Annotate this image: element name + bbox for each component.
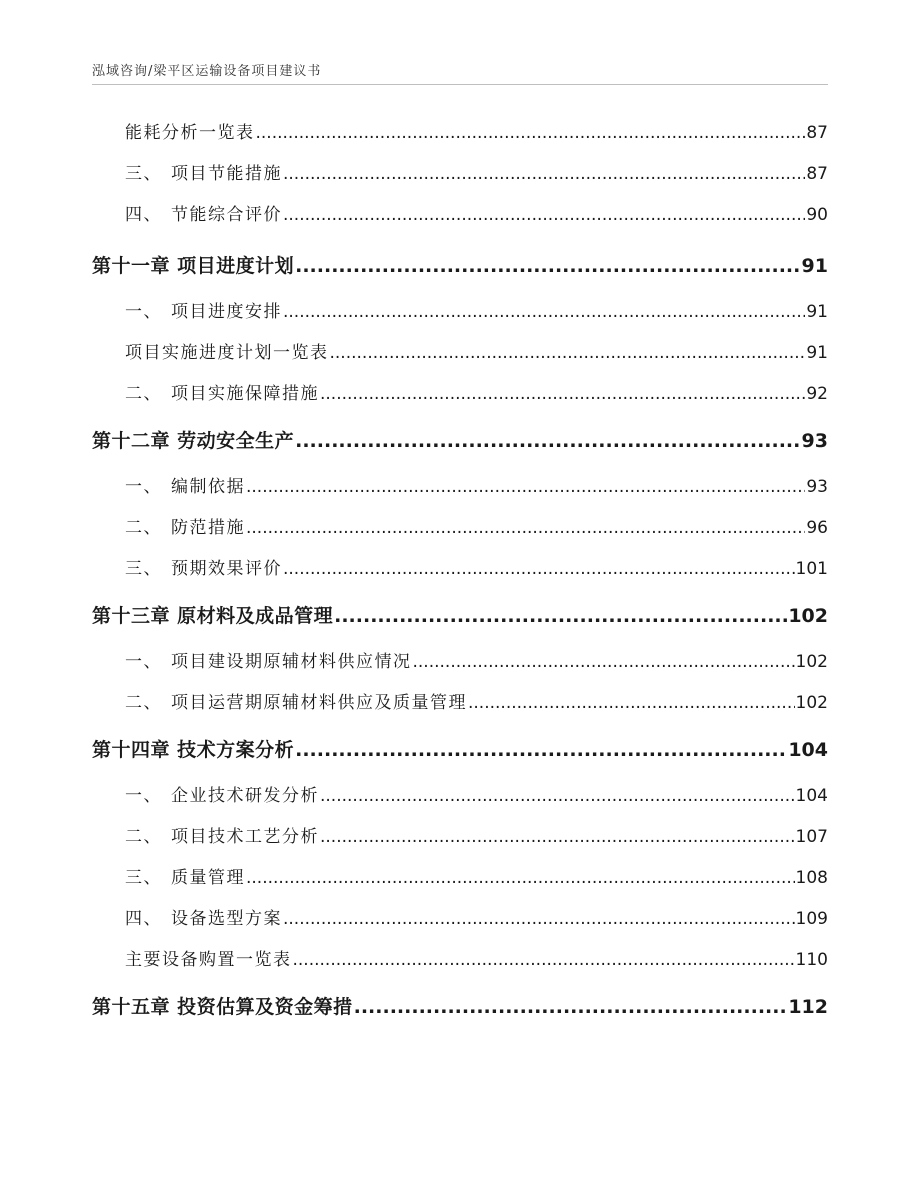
toc-page-number: 91 [801,255,828,277]
toc-entry-title: 项目建设期原辅材料供应情况 [171,652,412,672]
toc-chapter-entry[interactable] [92,724,828,776]
toc-page-number: 91 [806,343,828,363]
toc-entry-title: 设备选型方案 [171,909,282,929]
running-header: 泓域咨询/梁平区运输设备项目建议书 [92,64,322,79]
dot-leader [468,683,795,724]
toc-entry-title: 第十四章 技术方案分析 [92,739,295,761]
toc-entry-title: 第十五章 投资估算及资金筹措 [92,996,353,1018]
table-of-contents [92,113,828,1033]
toc-entry-title: 预期效果评价 [171,559,282,579]
toc-page-number: 109 [795,909,828,929]
toc-section-entry[interactable] [92,858,828,899]
dot-leader [246,467,805,508]
dot-leader [334,590,787,642]
toc-entry-number: 二、 [125,693,162,713]
dot-leader [354,981,788,1033]
toc-entry-number: 三、 [125,868,162,888]
toc-entry-number: 三、 [125,559,162,579]
dot-leader [283,549,795,590]
toc-entry-number: 一、 [125,786,162,806]
toc-section-entry[interactable] [92,940,828,981]
toc-section-entry[interactable] [92,817,828,858]
toc-entry-title: 节能综合评价 [171,205,282,225]
toc-page-number: 87 [806,123,828,143]
toc-section-entry[interactable] [92,292,828,333]
toc-entry-title: 项目技术工艺分析 [171,827,319,847]
toc-section-entry[interactable] [92,776,828,817]
toc-entry-number: 一、 [125,302,162,322]
toc-section-entry[interactable] [92,374,828,415]
toc-page-number: 108 [795,868,828,888]
toc-entry-title: 企业技术研发分析 [171,786,319,806]
toc-entry-title: 项目运营期原辅材料供应及质量管理 [171,693,467,713]
header-divider [92,84,828,85]
toc-page-number: 87 [806,164,828,184]
dot-leader [246,858,795,899]
toc-page-number: 107 [795,827,828,847]
toc-section-entry[interactable] [92,642,828,683]
toc-section-entry[interactable] [92,113,828,154]
dot-leader [295,240,800,292]
toc-page-number: 110 [795,950,828,970]
toc-entry-number: 二、 [125,384,162,404]
toc-entry-title: 第十一章 项目进度计划 [92,255,295,277]
toc-entry-number: 四、 [125,909,162,929]
toc-entry-title: 防范措施 [171,518,245,538]
toc-entry-number: 二、 [125,518,162,538]
toc-entry-title: 质量管理 [171,868,245,888]
toc-page-number: 101 [795,559,828,579]
toc-page-number: 104 [795,786,828,806]
dot-leader [293,940,795,981]
toc-entry-title: 项目进度安排 [171,302,282,322]
toc-entry-number: 四、 [125,205,162,225]
toc-section-entry[interactable] [92,899,828,940]
toc-chapter-entry[interactable] [92,240,828,292]
toc-section-entry[interactable] [92,195,828,236]
toc-chapter-entry[interactable] [92,590,828,642]
toc-section-entry[interactable] [92,683,828,724]
dot-leader [283,154,805,195]
toc-page-number: 93 [806,477,828,497]
toc-chapter-entry[interactable] [92,981,828,1033]
toc-entry-title: 项目实施进度计划一览表 [125,343,329,363]
toc-page-number: 102 [795,652,828,672]
toc-entry-number: 三、 [125,164,162,184]
dot-leader [320,776,795,817]
dot-leader [295,724,787,776]
dot-leader [295,415,800,467]
toc-section-entry[interactable] [92,467,828,508]
toc-entry-title: 主要设备购置一览表 [125,950,292,970]
toc-page-number: 102 [795,693,828,713]
toc-section-entry[interactable] [92,333,828,374]
toc-page-number: 91 [806,302,828,322]
toc-entry-number: 一、 [125,652,162,672]
dot-leader [320,374,805,415]
dot-leader [283,195,805,236]
toc-page-number: 93 [801,430,828,452]
toc-entry-title: 第十二章 劳动安全生产 [92,430,295,452]
toc-page-number: 90 [806,205,828,225]
toc-entry-title: 第十三章 原材料及成品管理 [92,605,334,627]
toc-page-number: 96 [806,518,828,538]
toc-entry-title: 编制依据 [171,477,245,497]
toc-entry-title: 项目实施保障措施 [171,384,319,404]
dot-leader [330,333,806,374]
toc-section-entry[interactable] [92,508,828,549]
dot-leader [283,292,805,333]
toc-section-entry[interactable] [92,549,828,590]
toc-page-number: 92 [806,384,828,404]
toc-entry-number: 一、 [125,477,162,497]
dot-leader [246,508,805,549]
toc-entry-title: 项目节能措施 [171,164,282,184]
toc-page-number: 102 [788,605,828,627]
toc-entry-number: 二、 [125,827,162,847]
toc-section-entry[interactable] [92,154,828,195]
toc-entry-title: 能耗分析一览表 [125,123,255,143]
toc-page-number: 112 [788,996,828,1018]
toc-chapter-entry[interactable] [92,415,828,467]
dot-leader [413,642,795,683]
dot-leader [256,113,806,154]
toc-page-number: 104 [788,739,828,761]
dot-leader [320,817,795,858]
dot-leader [283,899,795,940]
